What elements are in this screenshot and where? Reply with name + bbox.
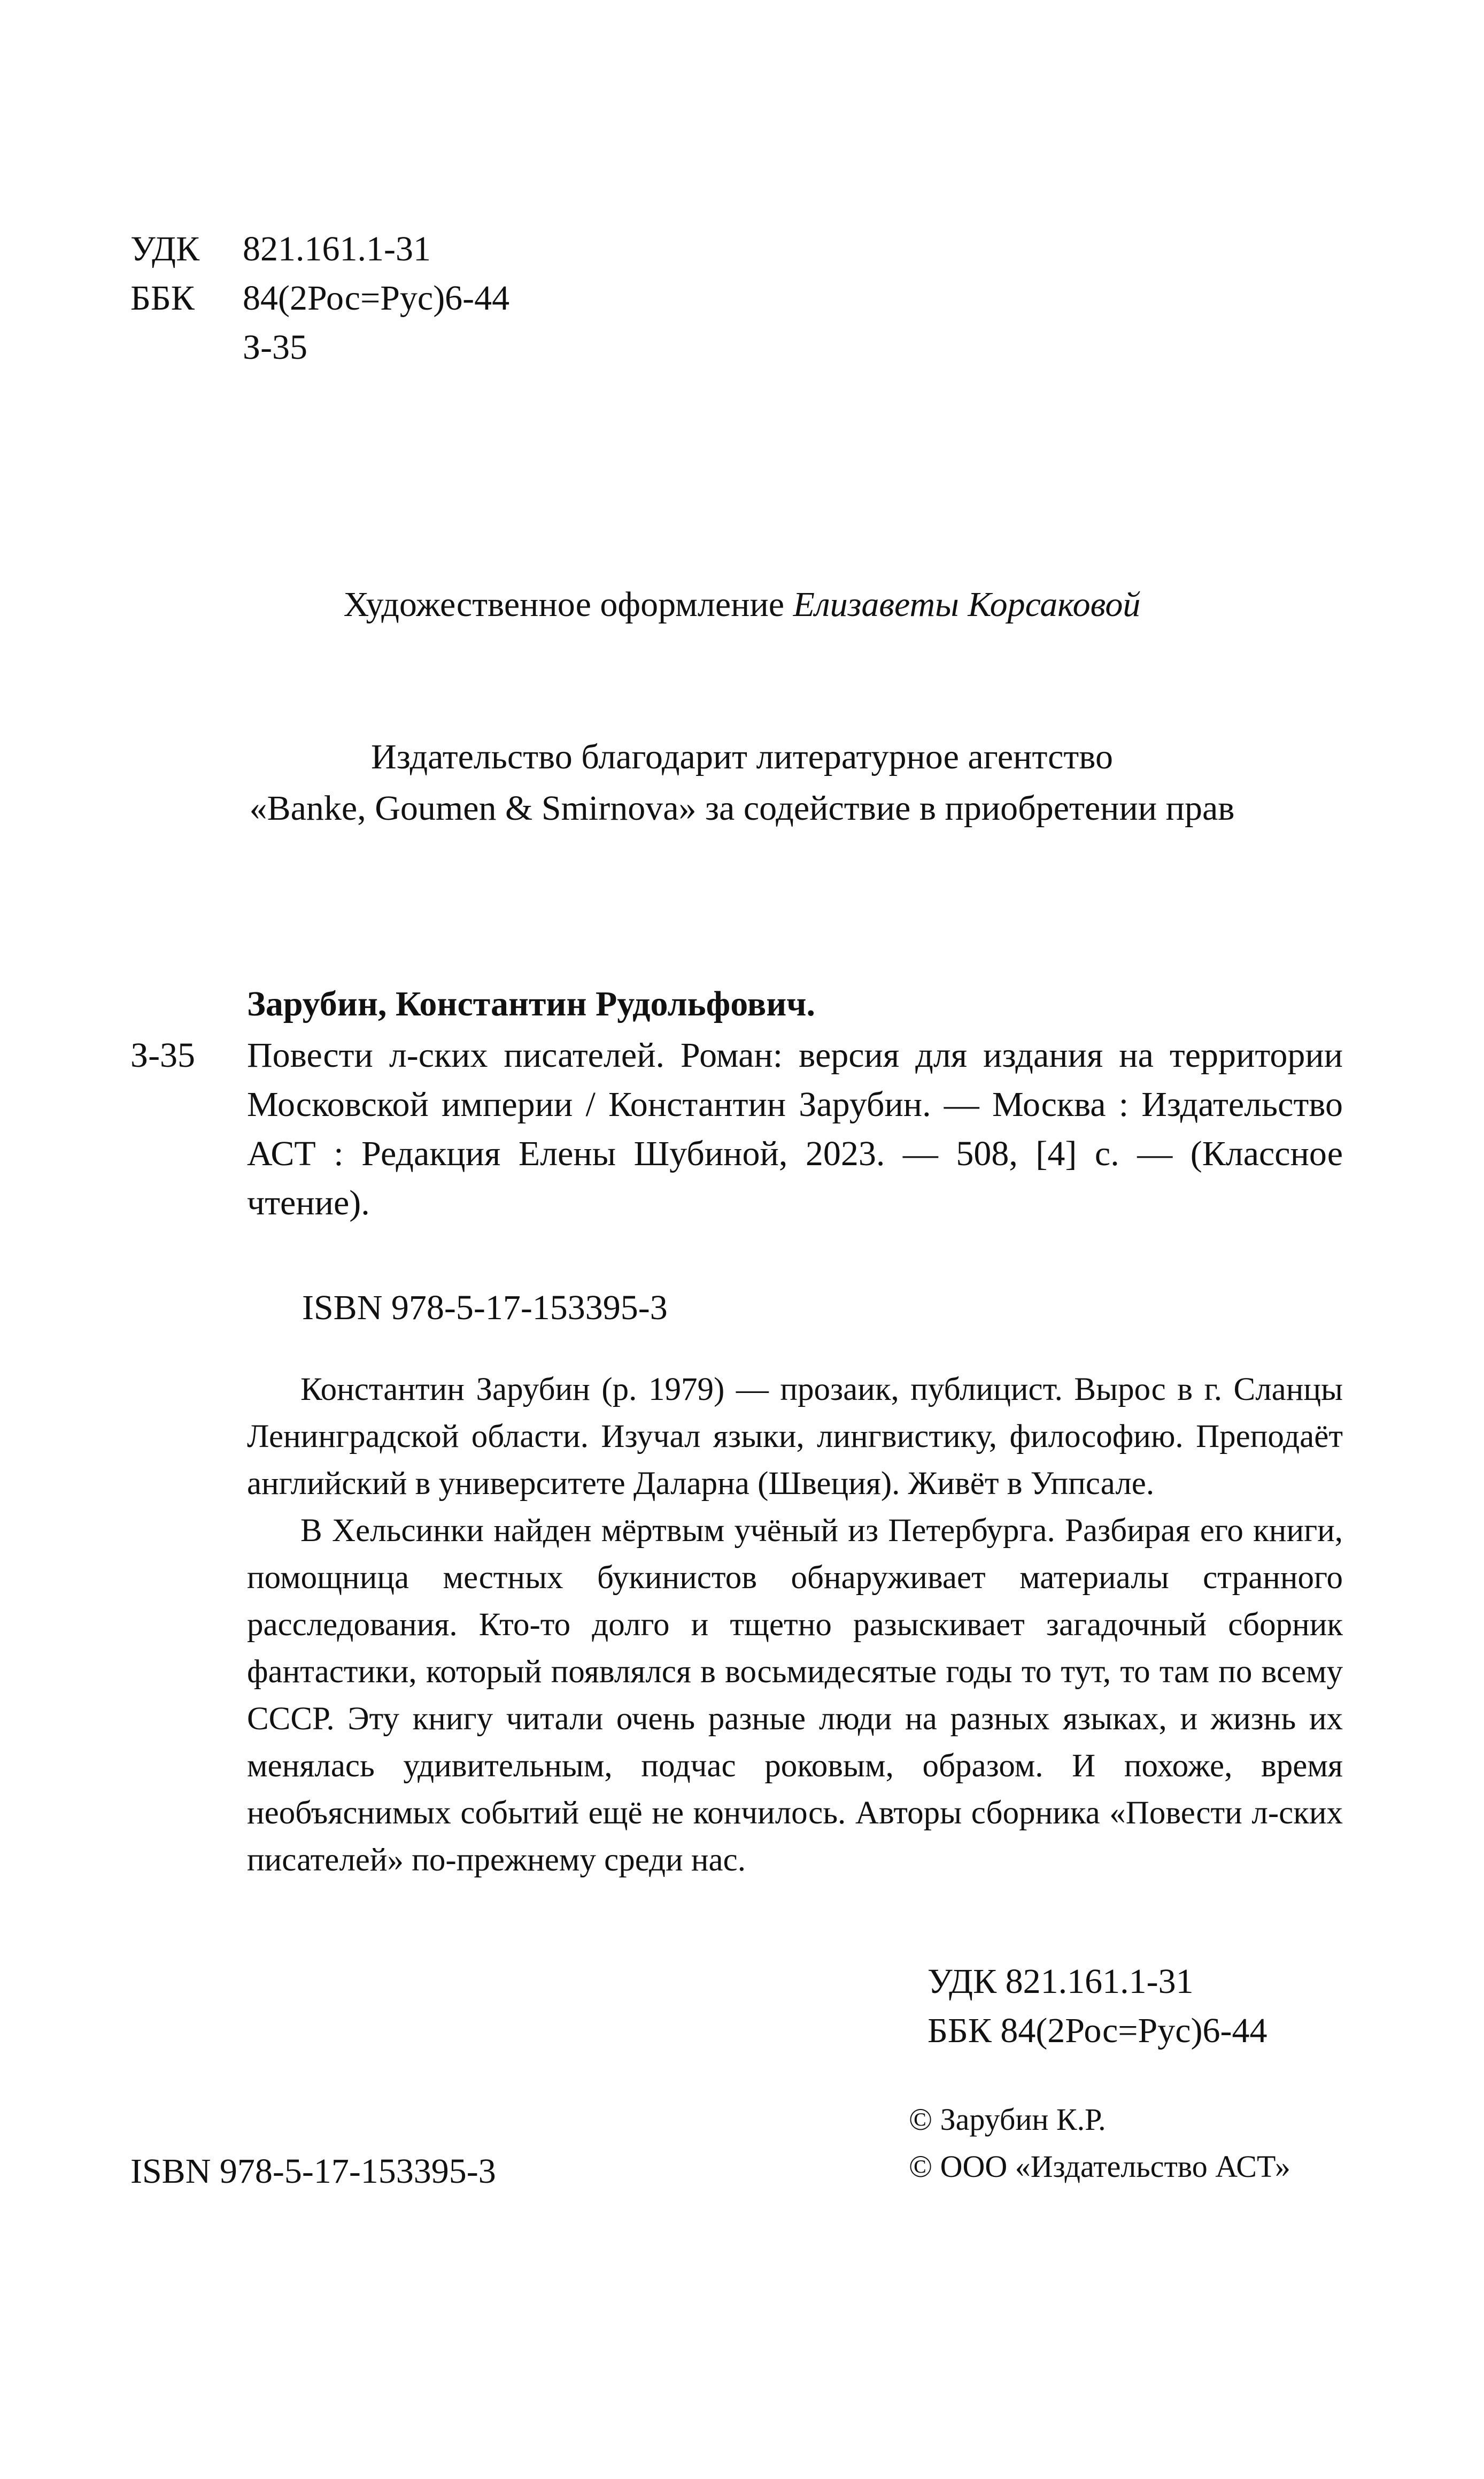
catalog-isbn: ISBN 978-5-17-153395-3 [302, 1288, 668, 1327]
agency-note [0, 733, 1484, 833]
footer-isbn: ISBN 978-5-17-153395-3 [130, 2152, 496, 2191]
design-credit-prefix: Художественное оформление [343, 585, 785, 624]
design-credit-name: Елизаветы Корсаковой [793, 585, 1141, 624]
annotation [247, 1366, 1343, 1884]
udk-value: 821.161.1-31 [243, 229, 431, 268]
agency-note-line-2: «Banke, Goumen & Smirnova» за содействие в приобретении прав [249, 789, 1235, 828]
footer-bbk: ББК 84(2Рос=Рус)6-44 [928, 2011, 1267, 2050]
catalog-author: Зарубин, Константин Рудольфович. [247, 984, 815, 1023]
udk-label: УДК [130, 229, 200, 268]
copyright-author: © Зарубин К.Р. [909, 2102, 1106, 2137]
design-credit [0, 580, 1484, 629]
footer-classification [928, 1957, 1409, 2055]
bbk-line [130, 274, 718, 323]
bbk-label: ББК [130, 279, 195, 318]
catalog-description: Повести л-ских писателей. Роман: версия для издания на территории Московской империи / Константин Зарубин. — Москва : Издательство АСТ : Редакция Елены Шубиной, 2023. — 508, [4] с. — (Классное чтение). [247, 1036, 1343, 1222]
agency-note-line-1: Издательство благодарит литературное агентство [371, 737, 1113, 776]
annotation-summary: В Хельсинки найден мёртвым учёный из Петербурга. Разбирая его книги, помощница местных букинистов обнаруживает материалы странного расследования. Кто-то долго и тщетно разыскивает загадочный сборник фантастики, который появлялся в восьмидесятые годы то тут, то там по всему СССР. Эту книгу читали очень разные люди на разных языках, и жизнь их менялась удивительным, подчас роковым, образом. И похоже, время необъяснимых событий ещё не кончилось. Авторы сборника «Повести л-ских писателей» по-прежнему среди нас. [247, 1513, 1343, 1878]
bbk-value: 84(2Рос=Рус)6-44 [243, 279, 510, 318]
annotation-bio: Константин Зарубин (р. 1979) — прозаик, публицист. Вырос в г. Сланцы Ленинградской области. Изучал языки, лингвистику, философию. Преподаёт английский в университете Даларна (Швеция). Живёт в Уппсале. [247, 1372, 1343, 1502]
udk-line [130, 225, 718, 274]
copyright-block [909, 2096, 1443, 2190]
footer-udk: УДК 821.161.1-31 [928, 1962, 1194, 2001]
classification-block [130, 225, 718, 372]
author-mark: З-35 [243, 328, 308, 367]
catalog-mark: З-35 [130, 1036, 196, 1075]
copyright-publisher: © ООО «Издательство АСТ» [909, 2149, 1290, 2184]
